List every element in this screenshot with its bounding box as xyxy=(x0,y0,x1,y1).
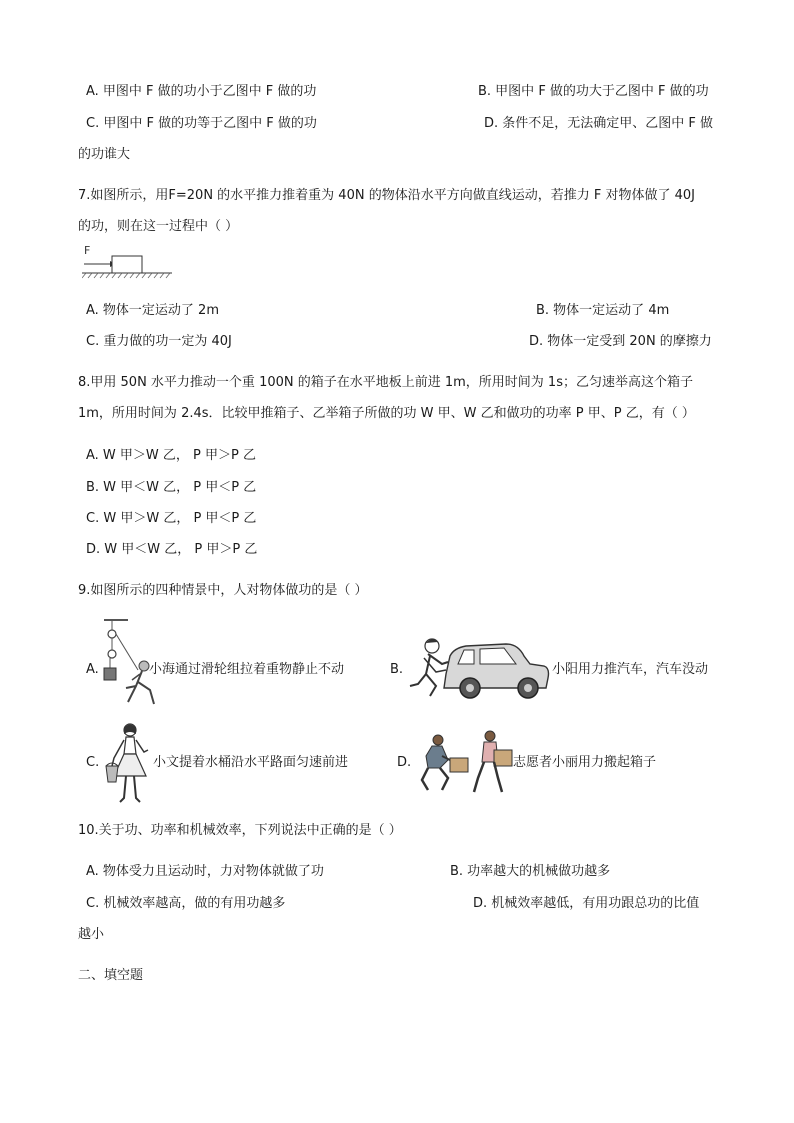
q8-option-a: A. W 甲＞W 乙， P 甲＞P 乙 xyxy=(86,448,256,463)
q6-option-d-continued: 的功谁大 xyxy=(78,147,131,162)
q9-figure-c-carry-bucket xyxy=(100,722,156,804)
q10-option-c: C. 机械效率越高，做的有用功越多 xyxy=(86,896,286,911)
q9-option-b-letter: B. xyxy=(390,662,404,677)
q9-stem: 9.如图所示的四种情景中，人对物体做功的是（ ） xyxy=(78,583,368,598)
q10-stem: 10.关于功、功率和机械效率，下列说法中正确的是（ ） xyxy=(78,823,402,838)
q9-option-d-text: 志愿者小丽用力搬起箱子 xyxy=(513,755,657,770)
q9-option-c-letter: C. xyxy=(86,755,100,770)
q10-option-b: B. 功率越大的机械做功越多 xyxy=(450,864,611,879)
q8-stem-line2: 1m，所用时间为 2.4s．比较甲推箱子、乙举箱子所做的功 W 甲、W 乙和做功的功率 P 甲、P 乙，有（ ） xyxy=(78,406,695,421)
q10-option-a: A. 物体受力且运动时，力对物体就做了功 xyxy=(86,864,324,879)
q7-option-a: A. 物体一定运动了 2m xyxy=(86,303,219,318)
q9-figure-d-lift-box xyxy=(418,728,522,796)
q7-option-c: C. 重力做的功一定为 40J xyxy=(86,334,232,349)
section-title: 二、填空题 xyxy=(78,968,144,983)
q7-option-b: B. 物体一定运动了 4m xyxy=(536,303,670,318)
q10-option-d: D. 机械效率越低，有用功跟总功的比值 xyxy=(473,896,700,911)
q9-figure-b-push-car xyxy=(408,634,550,704)
q7-stem-line2: 的功，则在这一过程中（ ） xyxy=(78,219,239,234)
q6-option-c: C. 甲图中 F 做的功等于乙图中 F 做的功 xyxy=(86,116,317,131)
q7-force-label: F xyxy=(84,244,91,257)
q9-option-d-letter: D. xyxy=(397,755,412,770)
q8-option-d: D. W 甲＜W 乙， P 甲＞P 乙 xyxy=(86,542,258,557)
q8-option-b: B. W 甲＜W 乙， P 甲＜P 乙 xyxy=(86,480,257,495)
q9-option-c-text: 小文提着水桶沿水平路面匀速前进 xyxy=(153,755,349,770)
q9-option-a-letter: A. xyxy=(86,662,99,677)
q9-option-b-text: 小阳用力推汽车，汽车没动 xyxy=(552,662,709,677)
q6-option-d: D. 条件不足，无法确定甲、乙图中 F 做 xyxy=(484,116,714,131)
q6-option-b: B. 甲图中 F 做的功大于乙图中 F 做的功 xyxy=(478,84,709,99)
q9-option-a-text: 小海通过滑轮组拉着重物静止不动 xyxy=(149,662,345,677)
q10-option-d-continued: 越小 xyxy=(78,927,105,942)
q7-figure-block-push xyxy=(82,242,172,282)
q7-option-d: D. 物体一定受到 20N 的摩擦力 xyxy=(529,334,712,349)
q8-option-c: C. W 甲＞W 乙， P 甲＜P 乙 xyxy=(86,511,257,526)
q8-stem-line1: 8.甲用 50N 水平力推动一个重 100N 的箱子在水平地板上前进 1m，所用时间为 1s；乙匀速举高这个箱子 xyxy=(78,375,693,390)
q7-stem-line1: 7.如图所示，用F=20N 的水平推力推着重为 40N 的物体沿水平方向做直线运动，若推力 F 对物体做了 40J xyxy=(78,188,695,203)
q6-option-a: A. 甲图中 F 做的功小于乙图中 F 做的功 xyxy=(86,84,317,99)
